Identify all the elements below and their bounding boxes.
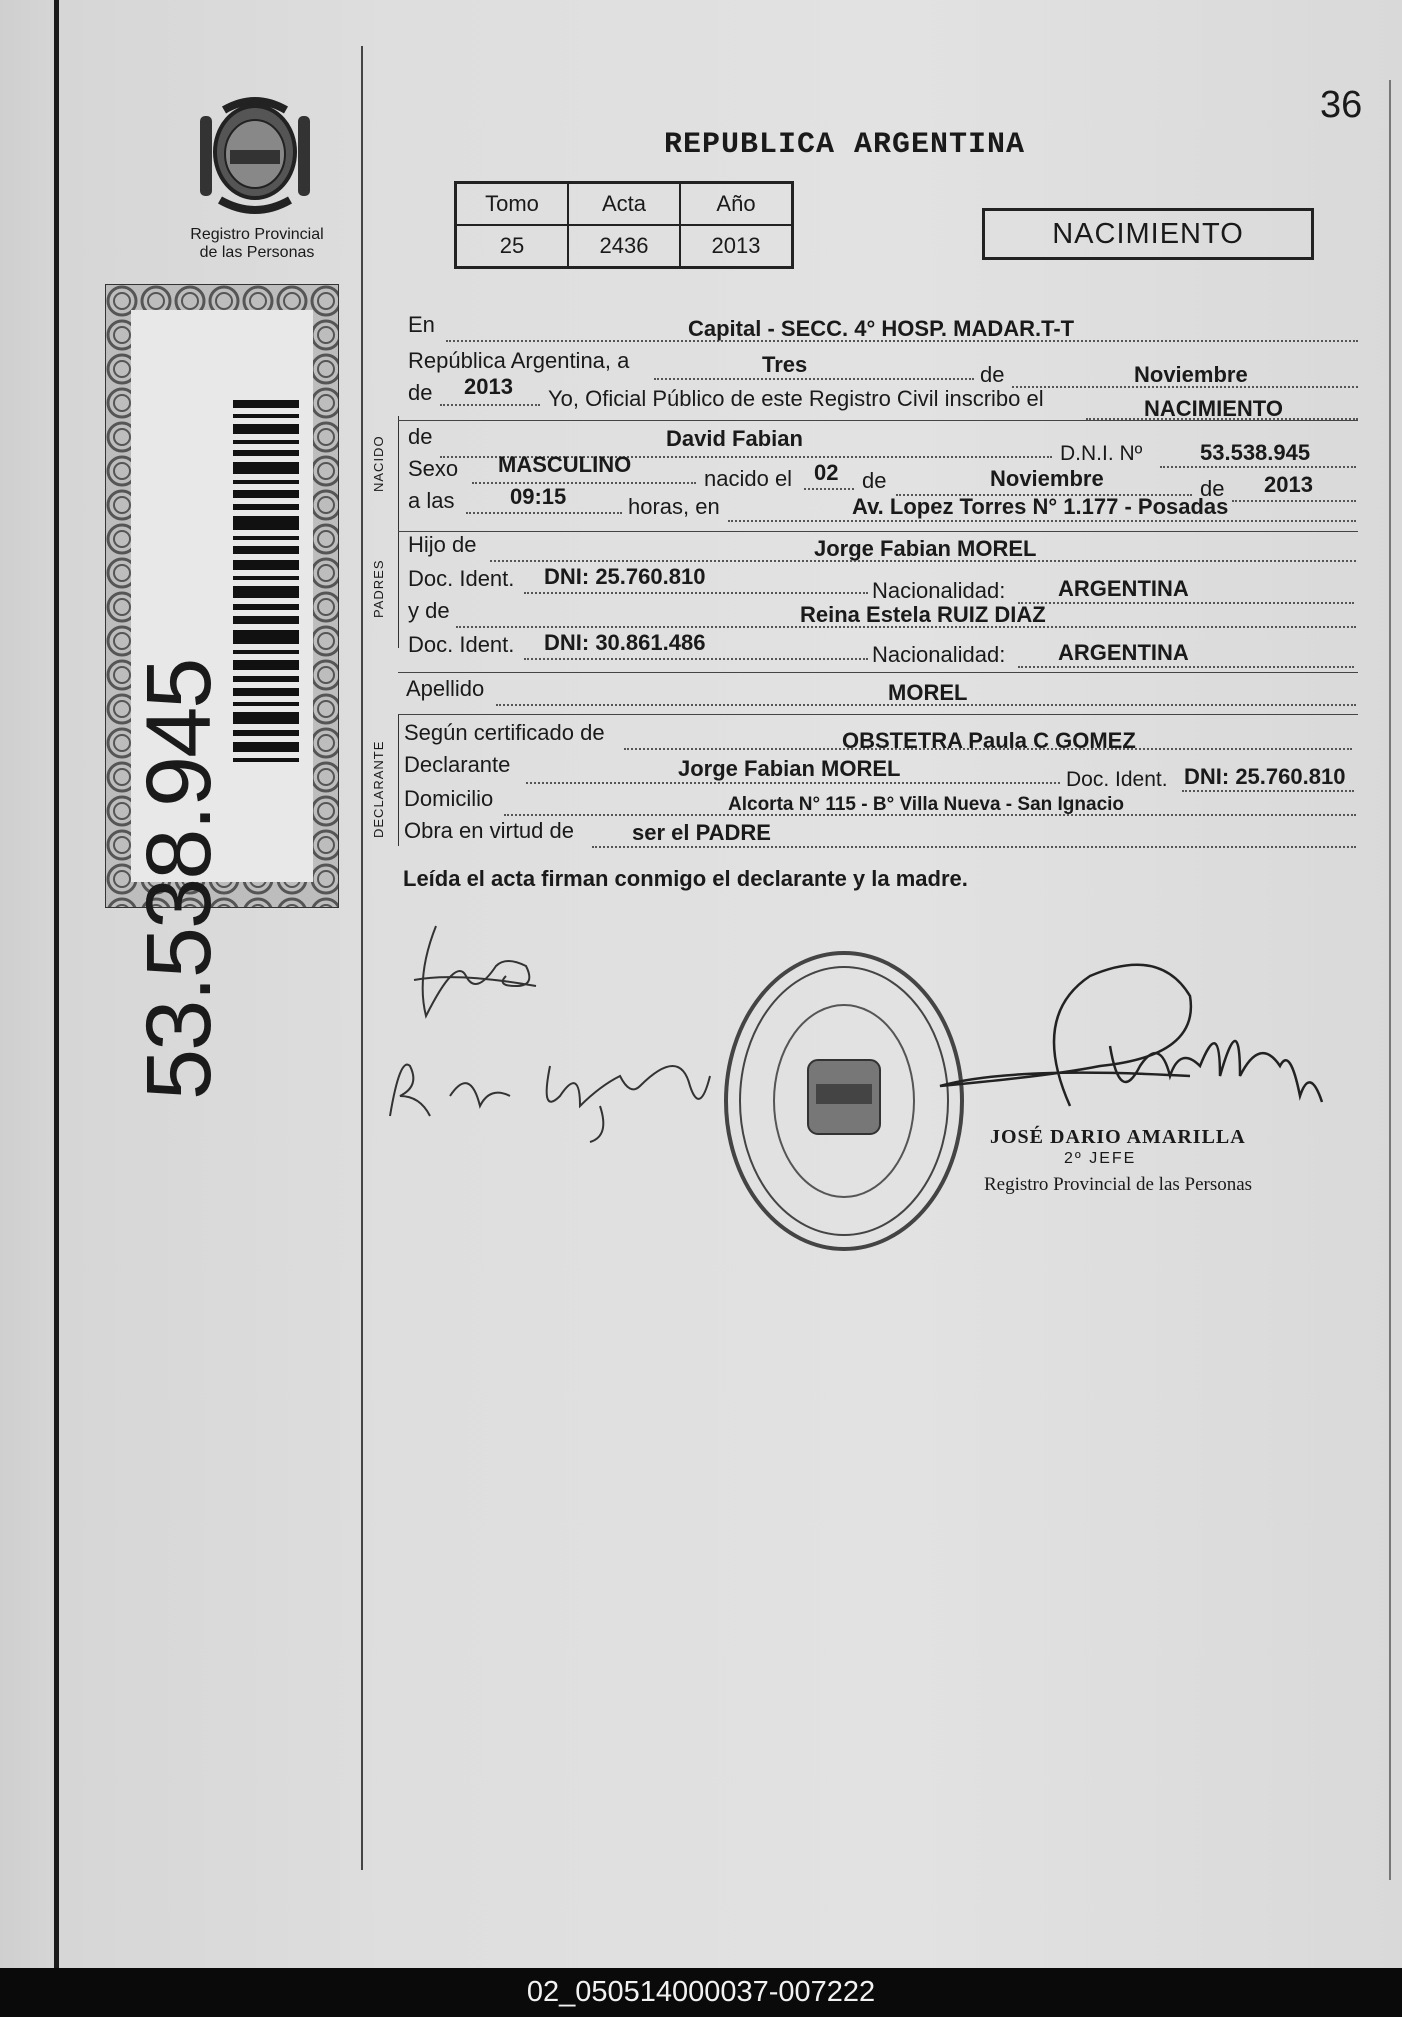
document-title: REPUBLICA ARGENTINA [664,128,1026,162]
value-sexo: MASCULINO [498,452,632,477]
registry-caption [170,226,344,262]
binding-edge [54,0,59,1968]
value-dni: 53.538.945 [1200,440,1311,465]
value-anio: 2013 [680,225,793,268]
header-acta: Acta [568,183,680,226]
value-apellido: MOREL [888,680,968,705]
value-madre-doc: DNI: 30.861.486 [544,630,706,655]
label-domicilio: Domicilio [404,786,494,811]
label-doc-declarante: Doc. Ident. [1066,768,1168,791]
label-nac-padre: Nacionalidad: [872,578,1006,603]
value-nombre: David Fabian [666,426,803,451]
mother-signature [380,1026,720,1146]
label-de-anio: de [408,380,433,405]
value-lugar: Capital - SECC. 4° HOSP. MADAR.T-T [688,316,1075,341]
header-tomo: Tomo [456,183,569,226]
value-certificado: OBSTETRA Paula C GOMEZ [842,728,1136,753]
value-padre-nac: ARGENTINA [1058,576,1189,601]
dots-nac-madre [1018,666,1354,668]
label-sexo: Sexo [408,456,459,481]
dots-anio [440,404,540,406]
dots-dni [1160,466,1356,468]
declarant-signature [396,916,576,1036]
label-republica: República Argentina, a [408,348,630,373]
section-label-nacido: NACIDO [371,435,386,492]
label-obra: Obra en virtud de [404,818,574,843]
value-domicilio-nac: Av. Lopez Torres N° 1.177 - Posadas [852,494,1229,519]
label-horas-en: horas, en [628,494,720,519]
margin-rule [361,46,363,1870]
value-hora: 09:15 [510,484,567,509]
value-declarante-doc: DNI: 25.760.810 [1184,764,1346,789]
province-seal-logo [196,92,314,220]
official-office: Registro Provincial de las Personas [984,1174,1253,1195]
section-label-padres: PADRES [371,559,386,618]
dots-obra [592,846,1356,848]
section-label-declarante: DECLARANTE [371,740,386,838]
id-sticker-number: 53.538.945 [128,659,230,1100]
value-obra: ser el PADRE [632,820,771,845]
nacido-rule [398,416,399,530]
value-acta: 2436 [568,225,680,268]
label-de-anio-nac: de [1200,476,1225,501]
dots-doc-madre [524,658,868,660]
dots-sexo [472,482,696,484]
dots-dia [654,378,974,380]
value-tomo: 25 [456,225,569,268]
label-a-las: a las [408,488,455,513]
rule-4 [398,714,1358,715]
value-acto: NACIMIENTO [1144,396,1283,421]
registry-caption-line2: de las Personas [199,244,315,261]
label-yo: Yo, Oficial Público de este Registro Civil inscribo el [548,386,1044,411]
label-dni: D.N.I. Nº [1060,442,1143,465]
record-reference-table [454,181,794,269]
label-nac-madre: Nacionalidad: [872,642,1006,667]
value-dia-nac: 02 [814,460,839,485]
label-doc-madre: Doc. Ident. [408,632,515,657]
label-nacido-el: nacido el [704,466,793,491]
dots-dia-nac [804,488,854,490]
official-role: 2º JEFE [1064,1150,1137,1167]
closing-statement: Leída el acta firman conmigo el declarante y la madre. [403,866,968,891]
label-declarante: Declarante [404,752,511,777]
right-rule [1389,80,1391,1880]
padres-rule [398,530,399,648]
dots-doc-padre [524,592,868,594]
value-madre-nac: ARGENTINA [1058,640,1189,665]
value-mes: Noviembre [1134,362,1248,387]
label-de-mes-nac: de [862,468,887,493]
header-anio: Año [680,183,793,226]
value-domicilio-decl: Alcorta N° 115 - B° Villa Nueva - San Ignacio [728,794,1125,815]
registry-caption-line1: Registro Provincial [190,226,324,243]
record-type-box: NACIMIENTO [982,208,1314,260]
value-declarante: Jorge Fabian MOREL [678,756,901,781]
dots-hora [466,512,622,514]
page-number: 36 [1320,84,1363,126]
label-de-nombre: de [408,424,433,449]
value-mes-nac: Noviembre [990,466,1104,491]
value-anio-nac: 2013 [1264,472,1313,497]
value-dia-letras: Tres [762,352,808,377]
value-madre: Reina Estela RUIZ DIAZ [800,602,1046,627]
value-anio: 2013 [464,374,513,399]
dots-doc-declarante [1182,790,1354,792]
label-y-de: y de [408,598,450,623]
rule-2 [398,531,1358,532]
label-apellido: Apellido [406,676,485,701]
declarante-rule [398,714,399,846]
dots-nac-padre [1018,602,1354,604]
value-padre-doc: DNI: 25.760.810 [544,564,706,589]
label-de-mes: de [980,362,1005,387]
label-en: En [408,312,435,337]
label-hijo-de: Hijo de [408,532,477,557]
rule-3 [398,672,1358,673]
official-name: JOSÉ DARIO AMARILLA [990,1126,1246,1148]
dots-domicilio-nac [728,520,1356,522]
label-segun: Según certificado de [404,720,605,745]
label-doc-padre: Doc. Ident. [408,566,515,591]
file-id-footer: 02_050514000037-007222 [0,1968,1402,2017]
dots-anio-nac [1232,500,1356,502]
value-padre: Jorge Fabian MOREL [814,536,1037,561]
dots-declarante [526,782,1060,784]
